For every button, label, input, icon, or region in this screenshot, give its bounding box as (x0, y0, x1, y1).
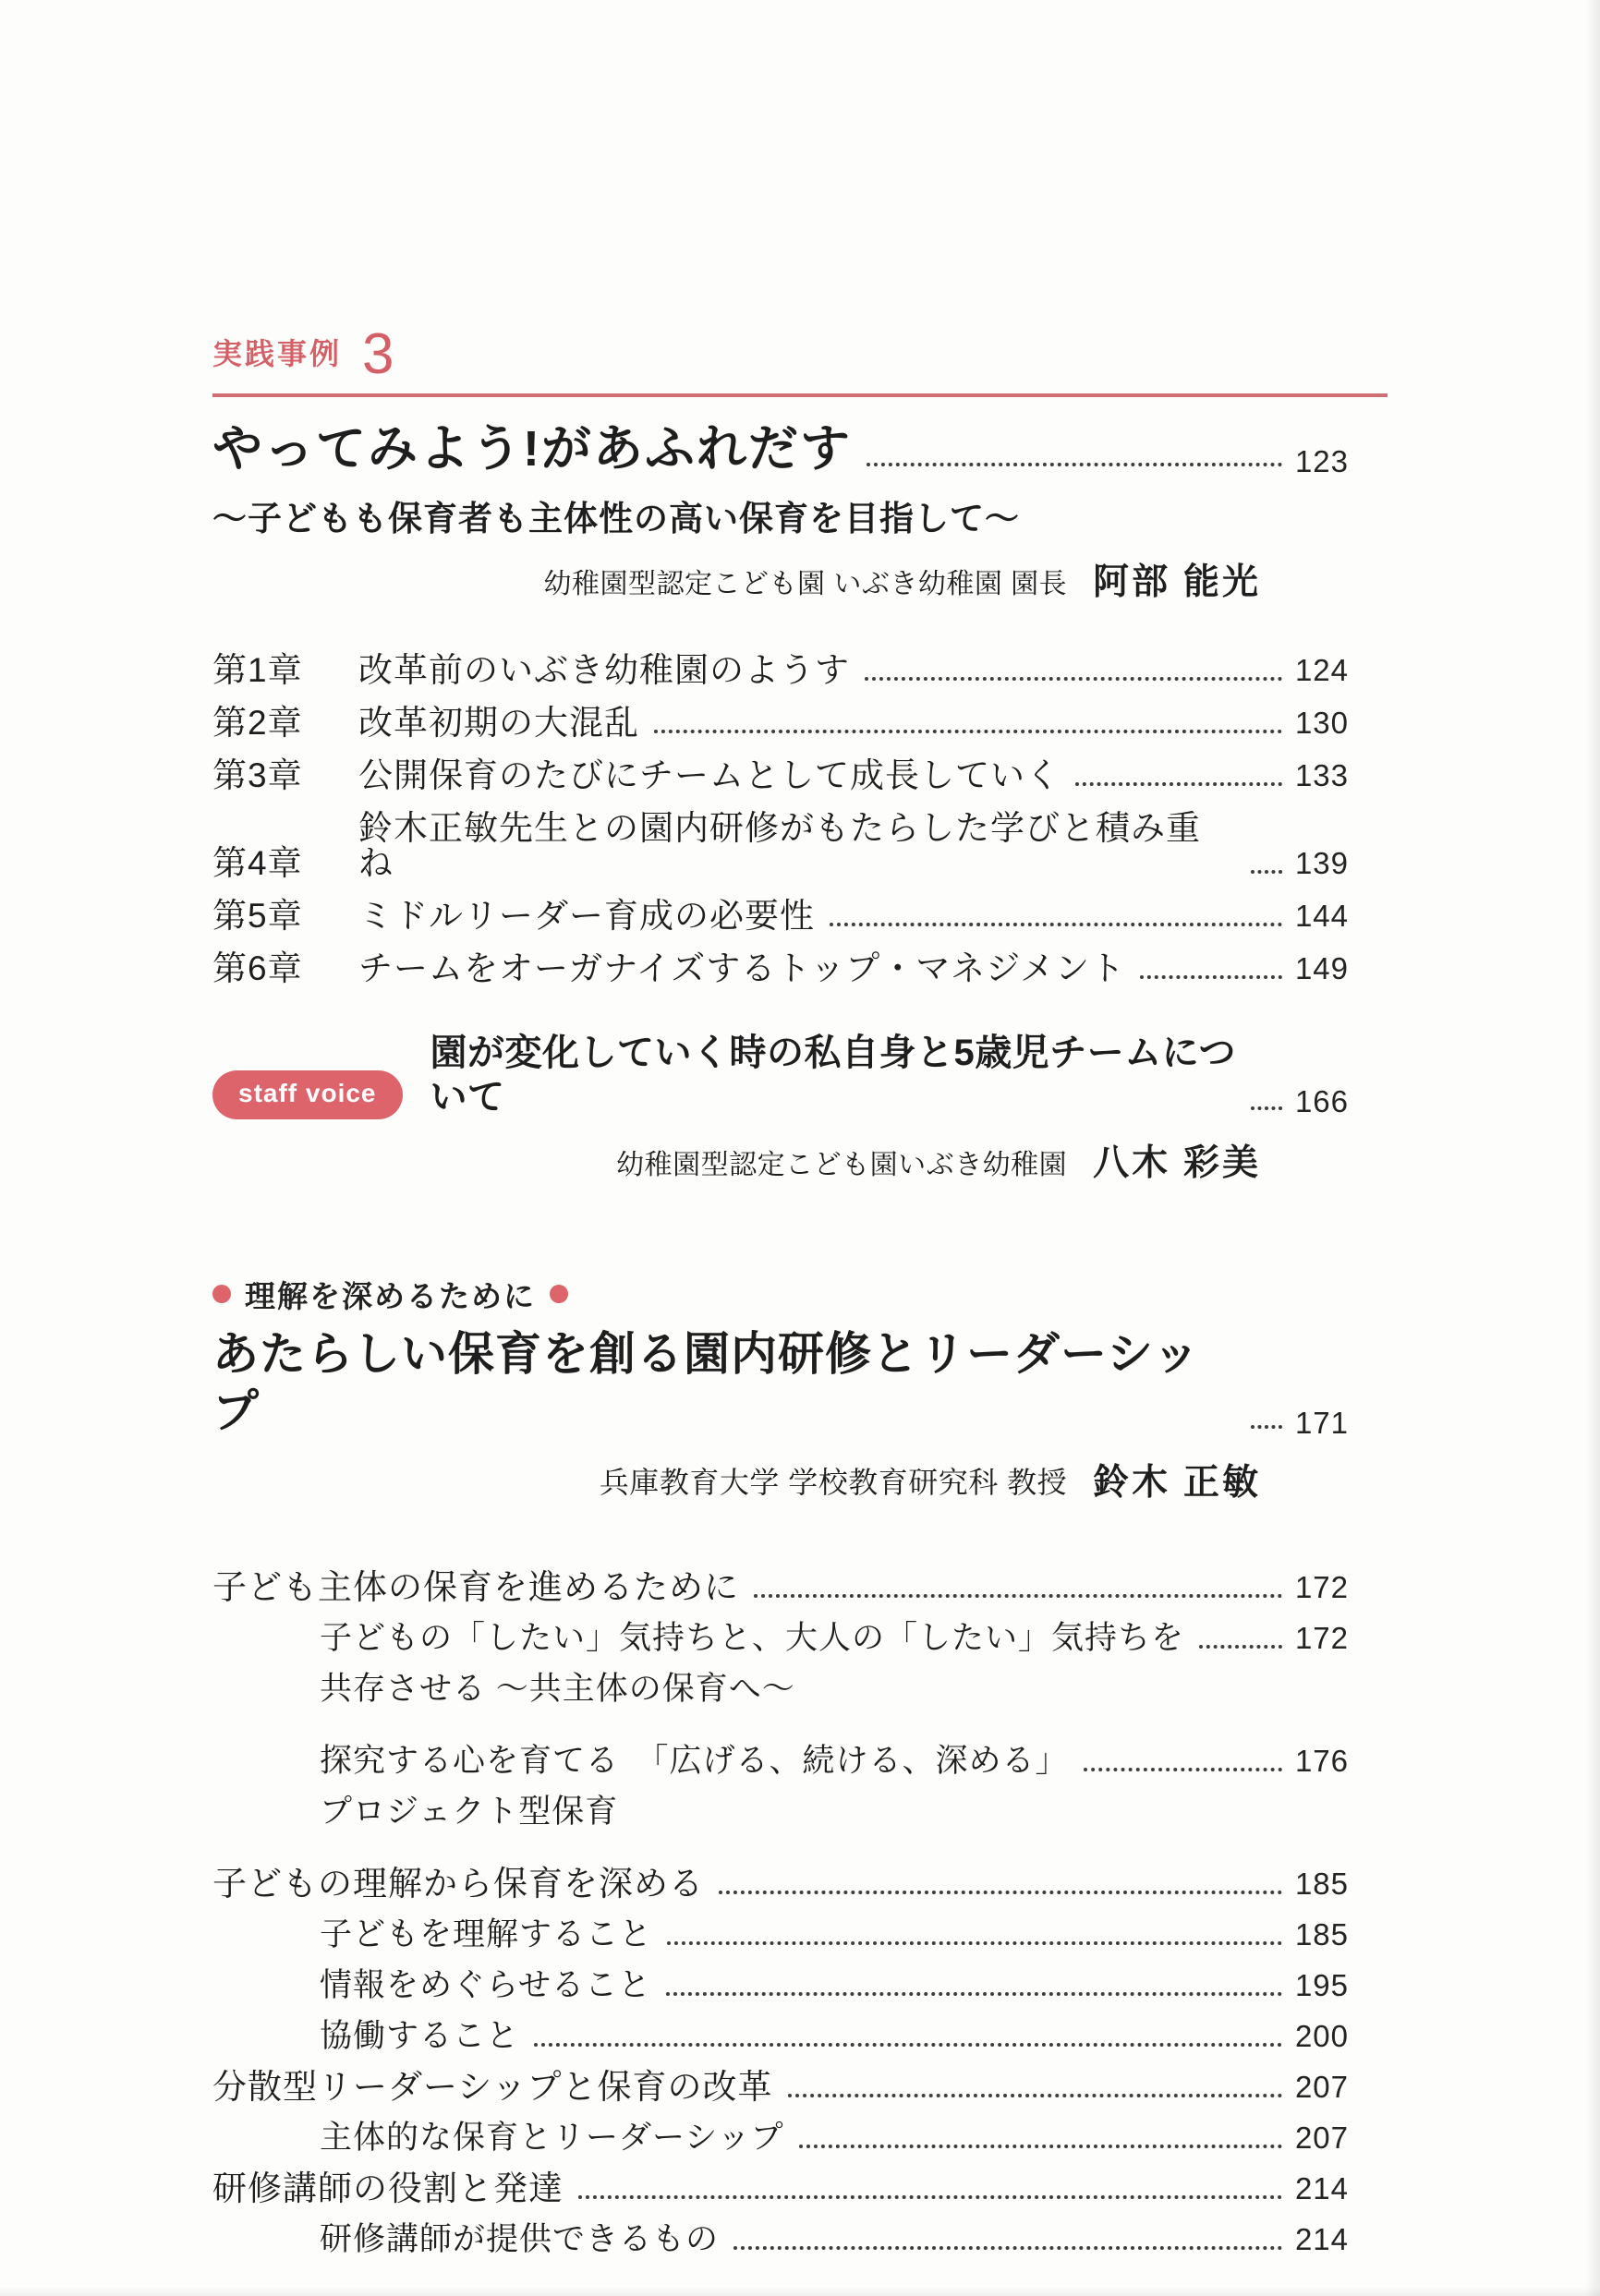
page-number: 139 (1294, 845, 1349, 880)
chapter-label: 第2章 (212, 703, 303, 742)
page-number: 176 (1294, 1743, 1349, 1778)
article1-subtitle: 〜子どもも保育者も主体性の高い保育を目指して〜 (212, 499, 1020, 538)
staff-voice-row (212, 1031, 1349, 1119)
chapter-row (212, 703, 1349, 742)
toc-item-title: 協働すること (320, 2017, 520, 2054)
toc-item-title: 子どもの「したい」気持ちと、大人の「したい」気持ちを (320, 1619, 1185, 1656)
page-number: 185 (1294, 1866, 1349, 1901)
toc-item-row (212, 1567, 1349, 1606)
toc-item-continuation: プロジェクト型保育 (320, 1793, 619, 1830)
page-number: 124 (1294, 652, 1349, 687)
chapter-list (212, 650, 1349, 987)
accent-rule (212, 393, 1388, 397)
staff-voice-badge: staff voice (212, 1070, 403, 1119)
staff-voice-section (212, 1031, 1349, 1186)
toc-item-continuation: 共存させる 〜共主体の保育へ〜 (320, 1670, 795, 1707)
article2-page-number: 171 (1294, 1405, 1349, 1440)
article2-title-row (212, 1325, 1349, 1441)
toc-item-row (212, 2222, 1349, 2257)
page-number: 207 (1294, 2069, 1349, 2104)
dotted-leader (754, 1594, 1282, 1598)
page-number: 166 (1294, 1083, 1349, 1118)
dotted-leader (830, 923, 1282, 926)
article1-page-number: 123 (1294, 443, 1349, 478)
article2-kicker (212, 1273, 1349, 1316)
staff-voice-byline (212, 1134, 1349, 1186)
toc-item-title: 探究する心を育てる 「広げる、続ける、深める」 (320, 1742, 1069, 1779)
dotted-leader (865, 677, 1282, 681)
dotted-leader (667, 1941, 1282, 1945)
toc-content (212, 322, 1349, 2273)
toc-item-row (212, 2171, 1349, 2206)
toc-item-title: 子どもの理解から保育を深める (212, 1864, 704, 1903)
series-header (212, 322, 1349, 386)
article2-affiliation: 兵庫教育大学 学校教育研究科 教授 (599, 1465, 1068, 1499)
page-number: 172 (1294, 1569, 1349, 1604)
toc-item-list (212, 1567, 1349, 2257)
staff-voice-title: 園が変化していく時の私自身と5歳児チームについて (430, 1032, 1236, 1118)
page-number: 214 (1294, 2170, 1349, 2205)
dotted-leader (719, 1891, 1282, 1894)
article2-kicker-text: 理解を深めるために (245, 1278, 536, 1313)
chapter-title: チームをオーガナイズするトップ・マネジメント (358, 949, 1126, 987)
toc-item-title: 子どもを理解すること (320, 1915, 653, 1952)
article1-byline (212, 553, 1349, 605)
chapter-label: 第4章 (212, 843, 303, 882)
staff-voice-author: 八木 彩美 (1093, 1142, 1261, 1183)
bullet-dot-icon (212, 1285, 231, 1303)
dotted-leader (666, 1992, 1282, 1996)
dotted-leader (733, 2246, 1282, 2250)
chapter-label: 第3章 (212, 755, 303, 794)
toc-item-row (212, 2067, 1349, 2106)
dotted-leader (654, 730, 1282, 733)
toc-item-row (212, 2121, 1349, 2156)
series-number: 3 (362, 322, 394, 386)
page-number: 207 (1294, 2120, 1349, 2155)
toc-item-row (212, 1917, 1349, 1952)
dotted-leader (1075, 782, 1282, 786)
toc-item-row (212, 2019, 1349, 2054)
page-number: 172 (1294, 1620, 1349, 1655)
toc-item-row (212, 1968, 1349, 2003)
page-number: 133 (1294, 757, 1349, 792)
dotted-leader (1251, 1106, 1282, 1110)
toc-item-row (212, 1621, 1349, 1656)
chapter-label: 第6章 (212, 949, 303, 987)
toc-item-row (212, 1744, 1349, 1779)
dotted-leader (1084, 1768, 1282, 1771)
toc-item-title: 主体的な保育とリーダーシップ (320, 2119, 784, 2156)
article1-affiliation: 幼稚園型認定こども園 いぶき幼稚園 園長 (543, 568, 1068, 599)
staff-voice-affiliation: 幼稚園型認定こども園いぶき幼稚園 (616, 1149, 1068, 1180)
article1-title: やってみよう!があふれだす (212, 420, 852, 477)
dotted-leader (534, 2043, 1282, 2047)
article2-byline (212, 1454, 1349, 1505)
page-number: 144 (1294, 898, 1349, 933)
toc-item-title: 分散型リーダーシップと保育の改革 (212, 2067, 773, 2106)
page-number: 130 (1294, 705, 1349, 740)
chapter-label: 第1章 (212, 650, 303, 689)
page-number: 214 (1294, 2221, 1349, 2256)
chapter-row (212, 650, 1349, 689)
series-label: 実践事例 (212, 336, 343, 370)
chapter-row (212, 755, 1349, 794)
bullet-dot-icon (550, 1285, 568, 1303)
chapter-title: ミドルリーダー育成の必要性 (358, 896, 815, 935)
dotted-leader (1140, 975, 1282, 979)
toc-item-title: 研修講師が提供できるもの (320, 2220, 720, 2257)
page-number: 195 (1294, 1967, 1349, 2002)
page-number: 200 (1294, 2018, 1349, 2053)
dotted-leader (1199, 1645, 1282, 1649)
article2-author: 鈴木 正敏 (1093, 1462, 1261, 1503)
page-number: 149 (1294, 950, 1349, 985)
article1-author: 阿部 能光 (1093, 562, 1261, 602)
chapter-title: 改革初期の大混乱 (358, 703, 639, 742)
toc-item-row (212, 1864, 1349, 1903)
chapter-row (212, 808, 1349, 882)
toc-item-title: 研修講師の役割と発達 (212, 2169, 564, 2207)
toc-item-title: 情報をめぐらせること (320, 1966, 651, 2003)
dotted-leader (1251, 870, 1282, 874)
chapter-label: 第5章 (212, 896, 303, 935)
article1-title-row (212, 419, 1349, 479)
chapter-title: 改革前のいぶき幼稚園のようす (358, 650, 850, 689)
page-number: 185 (1294, 1916, 1349, 1952)
dotted-leader (578, 2195, 1282, 2199)
chapter-row (212, 951, 1349, 986)
dotted-leader (867, 463, 1282, 466)
dotted-leader (788, 2094, 1282, 2097)
toc-item-title: 子ども主体の保育を進めるために (212, 1567, 739, 1606)
dotted-leader (1251, 1425, 1282, 1429)
dotted-leader (799, 2145, 1282, 2148)
chapter-title: 公開保育のたびにチームとして成長していく (358, 755, 1061, 794)
article2-title: あたらしい保育を創る園内研修とリーダーシップ (212, 1327, 1200, 1438)
chapter-title: 鈴木正敏先生との園内研修がもたらした学びと積み重ね (358, 808, 1201, 882)
chapter-row (212, 896, 1349, 935)
